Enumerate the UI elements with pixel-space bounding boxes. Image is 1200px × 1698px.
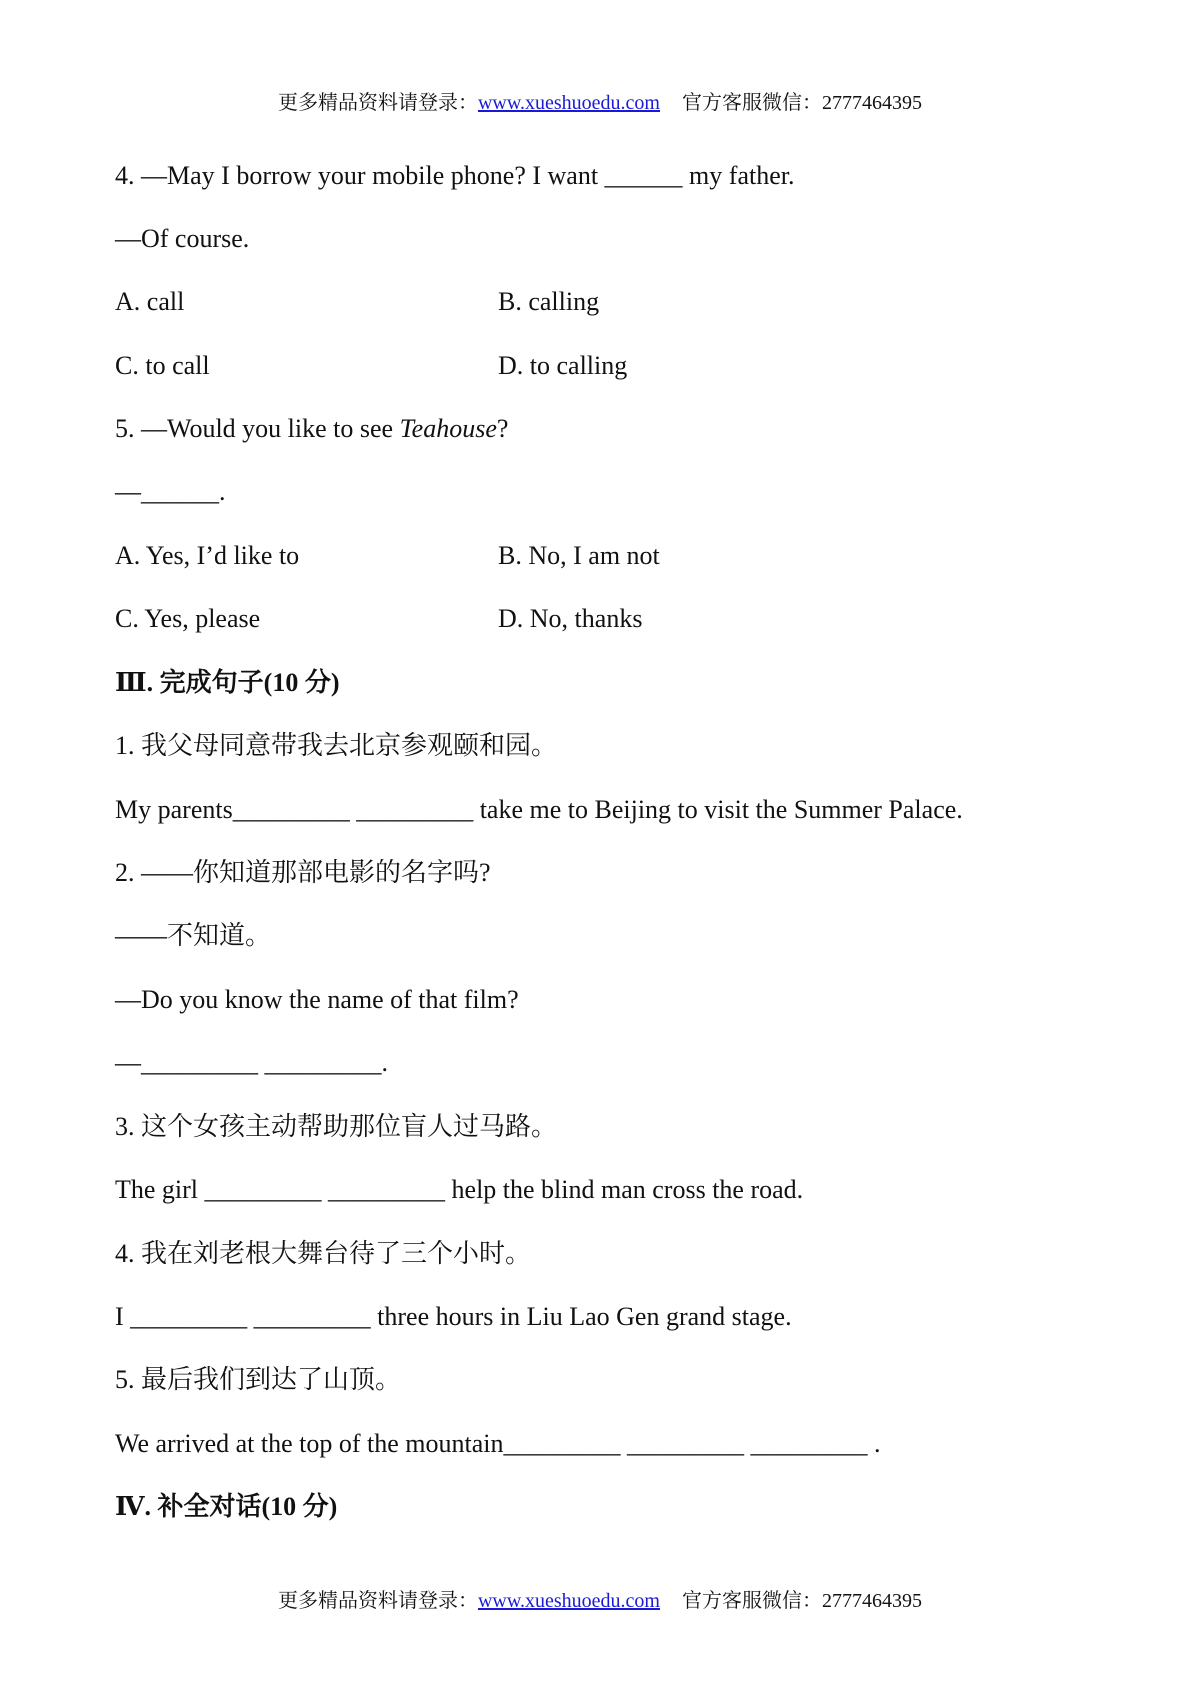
page-footer xyxy=(0,1584,1200,1613)
header-website-link[interactable]: www.xueshuoedu.com xyxy=(477,92,660,114)
s3-item2-english: —Do you know the name of that film? xyxy=(115,985,519,1014)
q5-question-post: ? xyxy=(496,414,509,443)
s3-item5-chinese: 5. 最后我们到达了山顶。 xyxy=(115,1365,402,1394)
footer-prefix: 更多精品资料请登录： xyxy=(277,1590,478,1612)
q4-option-d: D. to calling xyxy=(498,351,628,380)
s3-item1-english: My parents_________ _________ take me to Beijing to visit the Summer Palace. xyxy=(115,795,963,824)
s3-item3-english: The girl _________ _________ help the blind man cross the road. xyxy=(115,1175,804,1204)
q5-reply: —______. xyxy=(115,477,226,506)
footer-website-link[interactable]: www.xueshuoedu.com xyxy=(477,1590,660,1612)
page-header xyxy=(0,86,1200,115)
q5-option-b: B. No, I am not xyxy=(498,541,660,570)
s3-item2-chinese: 2. ——你知道那部电影的名字吗? xyxy=(115,858,491,887)
s3-item3-chinese: 3. 这个女孩主动帮助那位盲人过马路。 xyxy=(115,1112,558,1141)
footer-service-contact: 官方客服微信：2777464395 xyxy=(682,1590,922,1612)
s3-item4-english: I _________ _________ three hours in Liu Lao Gen grand stage. xyxy=(115,1302,792,1331)
q4-option-a: A. call xyxy=(115,287,185,316)
s3-item5-english: We arrived at the top of the mountain_________ _________ _________ . xyxy=(115,1429,881,1458)
q5-option-a: A. Yes, I’d like to xyxy=(115,541,300,570)
q5-question-title: Teahouse xyxy=(399,414,497,443)
q5-option-c: C. Yes, please xyxy=(115,604,261,633)
q4-reply: —Of course. xyxy=(115,224,250,253)
q4-option-c: C. to call xyxy=(115,351,210,380)
s3-item2-chinese-reply: ——不知道。 xyxy=(115,921,272,950)
s3-item1-chinese: 1. 我父母同意带我去北京参观颐和园。 xyxy=(115,731,558,760)
header-service-contact: 官方客服微信：2777464395 xyxy=(682,92,922,114)
q5-option-d: D. No, thanks xyxy=(498,604,643,633)
q4-question: 4. —May I borrow your mobile phone? I want ______ my father. xyxy=(115,161,795,190)
section-3-heading: Ⅲ. 完成句子(10 分) xyxy=(115,668,340,697)
s3-item4-chinese: 4. 我在刘老根大舞台待了三个小时。 xyxy=(115,1239,532,1268)
section-4-heading: Ⅳ. 补全对话(10 分) xyxy=(115,1492,338,1521)
q5-question xyxy=(115,413,508,445)
header-prefix: 更多精品资料请登录： xyxy=(277,92,478,114)
q5-question-pre: 5. —Would you like to see xyxy=(115,414,400,443)
q4-option-b: B. calling xyxy=(498,287,600,316)
s3-item2-english-reply: —_________ _________. xyxy=(115,1048,388,1077)
